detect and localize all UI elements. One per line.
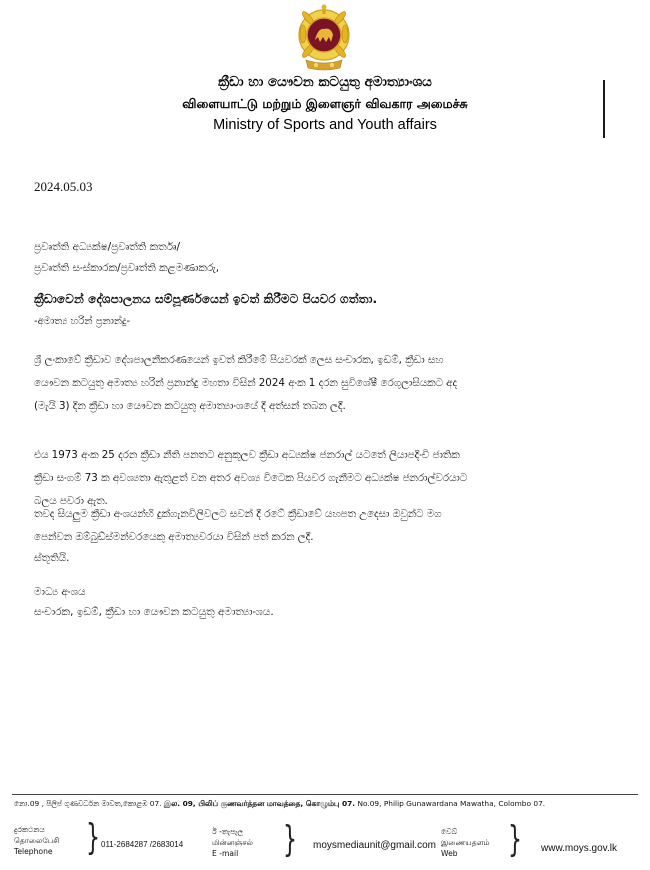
paragraph-2-line: බලය පවරා ඇත. [34, 495, 108, 507]
byline: -අමාත්‍ය හරින් ප්‍රනාන්දු- [34, 316, 131, 327]
telephone-labels [14, 824, 59, 857]
telephone-value[interactable]: 011-2684287 /2683014 [101, 840, 184, 849]
address-english: No.09, Philip Gunawardana Mawatha, Colombo 07. [357, 799, 546, 808]
email-label-english: E -mail [212, 849, 239, 858]
paragraph-1-line: යෞවන කටයුතු අමාත්‍ය හරින් ප්‍රනාන්දු මහතා විසින් 2024 අංක 1 දරන සුවිශේෂී රෙගුලාසියකට අද [34, 377, 458, 389]
brace-icon: } [508, 820, 522, 861]
paragraph-1-line: (මැයි 3) දින ක්‍රීඩා හා යෞවන කටයුතු අමාත්‍යාංශයේ දී අත්සන් තබන ලදී. [34, 400, 346, 412]
address-tamil: இல. 09, பிலிப் குணவர்த்தன மாவத்தை, கொழும்பு 07. [163, 799, 356, 808]
telephone-label-sinhala: දුරකථනය [14, 825, 45, 834]
paragraph-1-line: ශ්‍රී ලංකාවේ ක්‍රීඩාව දේශපාලනීකරණයෙන් ඉවත් කිරීමේ පියවරක් ලෙස සංචාරක, ඉඩම්, ක්‍රීඩා සහ [34, 354, 444, 366]
ministry-name-english: Ministry of Sports and Youth affairs [213, 117, 437, 133]
addressee-line-1: ප්‍රවෘත්ති අධ්‍යක්ෂ/ප්‍රවෘත්ති කර්තෘ/ [34, 241, 181, 253]
telephone-label-tamil: தொலைபேசி [14, 836, 60, 845]
telephone-label-english: Telephone [14, 847, 53, 856]
paragraph-3-line: තවද සියලුම ක්‍රීඩා අංශයන්හි දුක්ගැනවිලිවලට සවන් දී රටේ ක්‍රීඩාවේ යහපත උදෙසා ඔවුන්ට මග [34, 508, 442, 520]
press-release-title: ක්‍රීඩාවෙන් දේශපාලනය සම්පූර්ණයෙන් ඉවත් කිරීමට පියවර ගත්තා. [34, 292, 378, 306]
web-label-english: Web [441, 849, 458, 858]
signoff-ministry: සංචාරක, ඉඩම්, ක්‍රීඩා හා යෞවන කටයුතු අමාත්‍යාංශය. [34, 606, 274, 618]
email-label-tamil: மின்னஞ்சல் [212, 838, 253, 847]
web-labels [441, 826, 490, 859]
signoff-department: මාධ්‍ය අංශය [34, 586, 86, 598]
addressee-line-2: ප්‍රවෘත්ති සංස්කාරක/ප්‍රවෘත්ති කළමණාකරු, [34, 262, 220, 274]
email-value[interactable]: moysmediaunit@gmail.com [313, 840, 436, 851]
paragraph-2-line: ක්‍රීඩා සංගම් 73 ක අවශ්‍යතා ඇතුළත් වන අතර අවශ්‍ය විටෙක පියවර ගැනීමට අධ්‍යක්ෂ ජනරාල්වරයාට [34, 472, 468, 484]
header-divider [603, 80, 605, 138]
paragraph-3-line: පෙන්වන ඔම්බුඩ්ස්මන්වරයෙකු අමාත්‍යවරයා විසින් පත් කරන ලදී. [34, 531, 314, 543]
footer-address [14, 799, 644, 809]
email-label-sinhala: ඊ -තැපැල [212, 827, 244, 836]
paragraph-2-line: එය 1973 අංක 25 දරන ක්‍රීඩා නීති පනතට අනුකූලව ක්‍රීඩා අධ්‍යක්ෂ ජනරාල් යටතේ ලියාපදිංචි ජාතික [34, 449, 460, 461]
brace-icon: } [283, 820, 297, 861]
web-value[interactable]: www.moys.gov.lk [541, 843, 617, 854]
ministry-name-sinhala: ක්‍රීඩා හා යෞවන කටයුතු අමාත්‍යාංශය [218, 74, 432, 90]
web-label-sinhala: වෙබ් [441, 827, 458, 836]
email-labels [212, 826, 253, 859]
brace-icon: } [86, 818, 100, 859]
thanks-line: ස්තූතියි. [34, 552, 70, 564]
ministry-name-tamil: விளையாட்டு மற்றும் இளைஞர் விவகார அமைச்சு [182, 96, 468, 111]
paragraph-3 [34, 503, 618, 549]
address-sinhala: නො.09 , පිලිප් ගුණවර්ධන මාවත,කොළඹ 07. [14, 799, 162, 808]
footer-rule [12, 794, 638, 795]
web-label-tamil: இணையதளம் [441, 838, 490, 847]
paragraph-1 [34, 349, 618, 418]
letter-date: 2024.05.03 [34, 179, 93, 194]
national-emblem-icon [296, 4, 352, 72]
